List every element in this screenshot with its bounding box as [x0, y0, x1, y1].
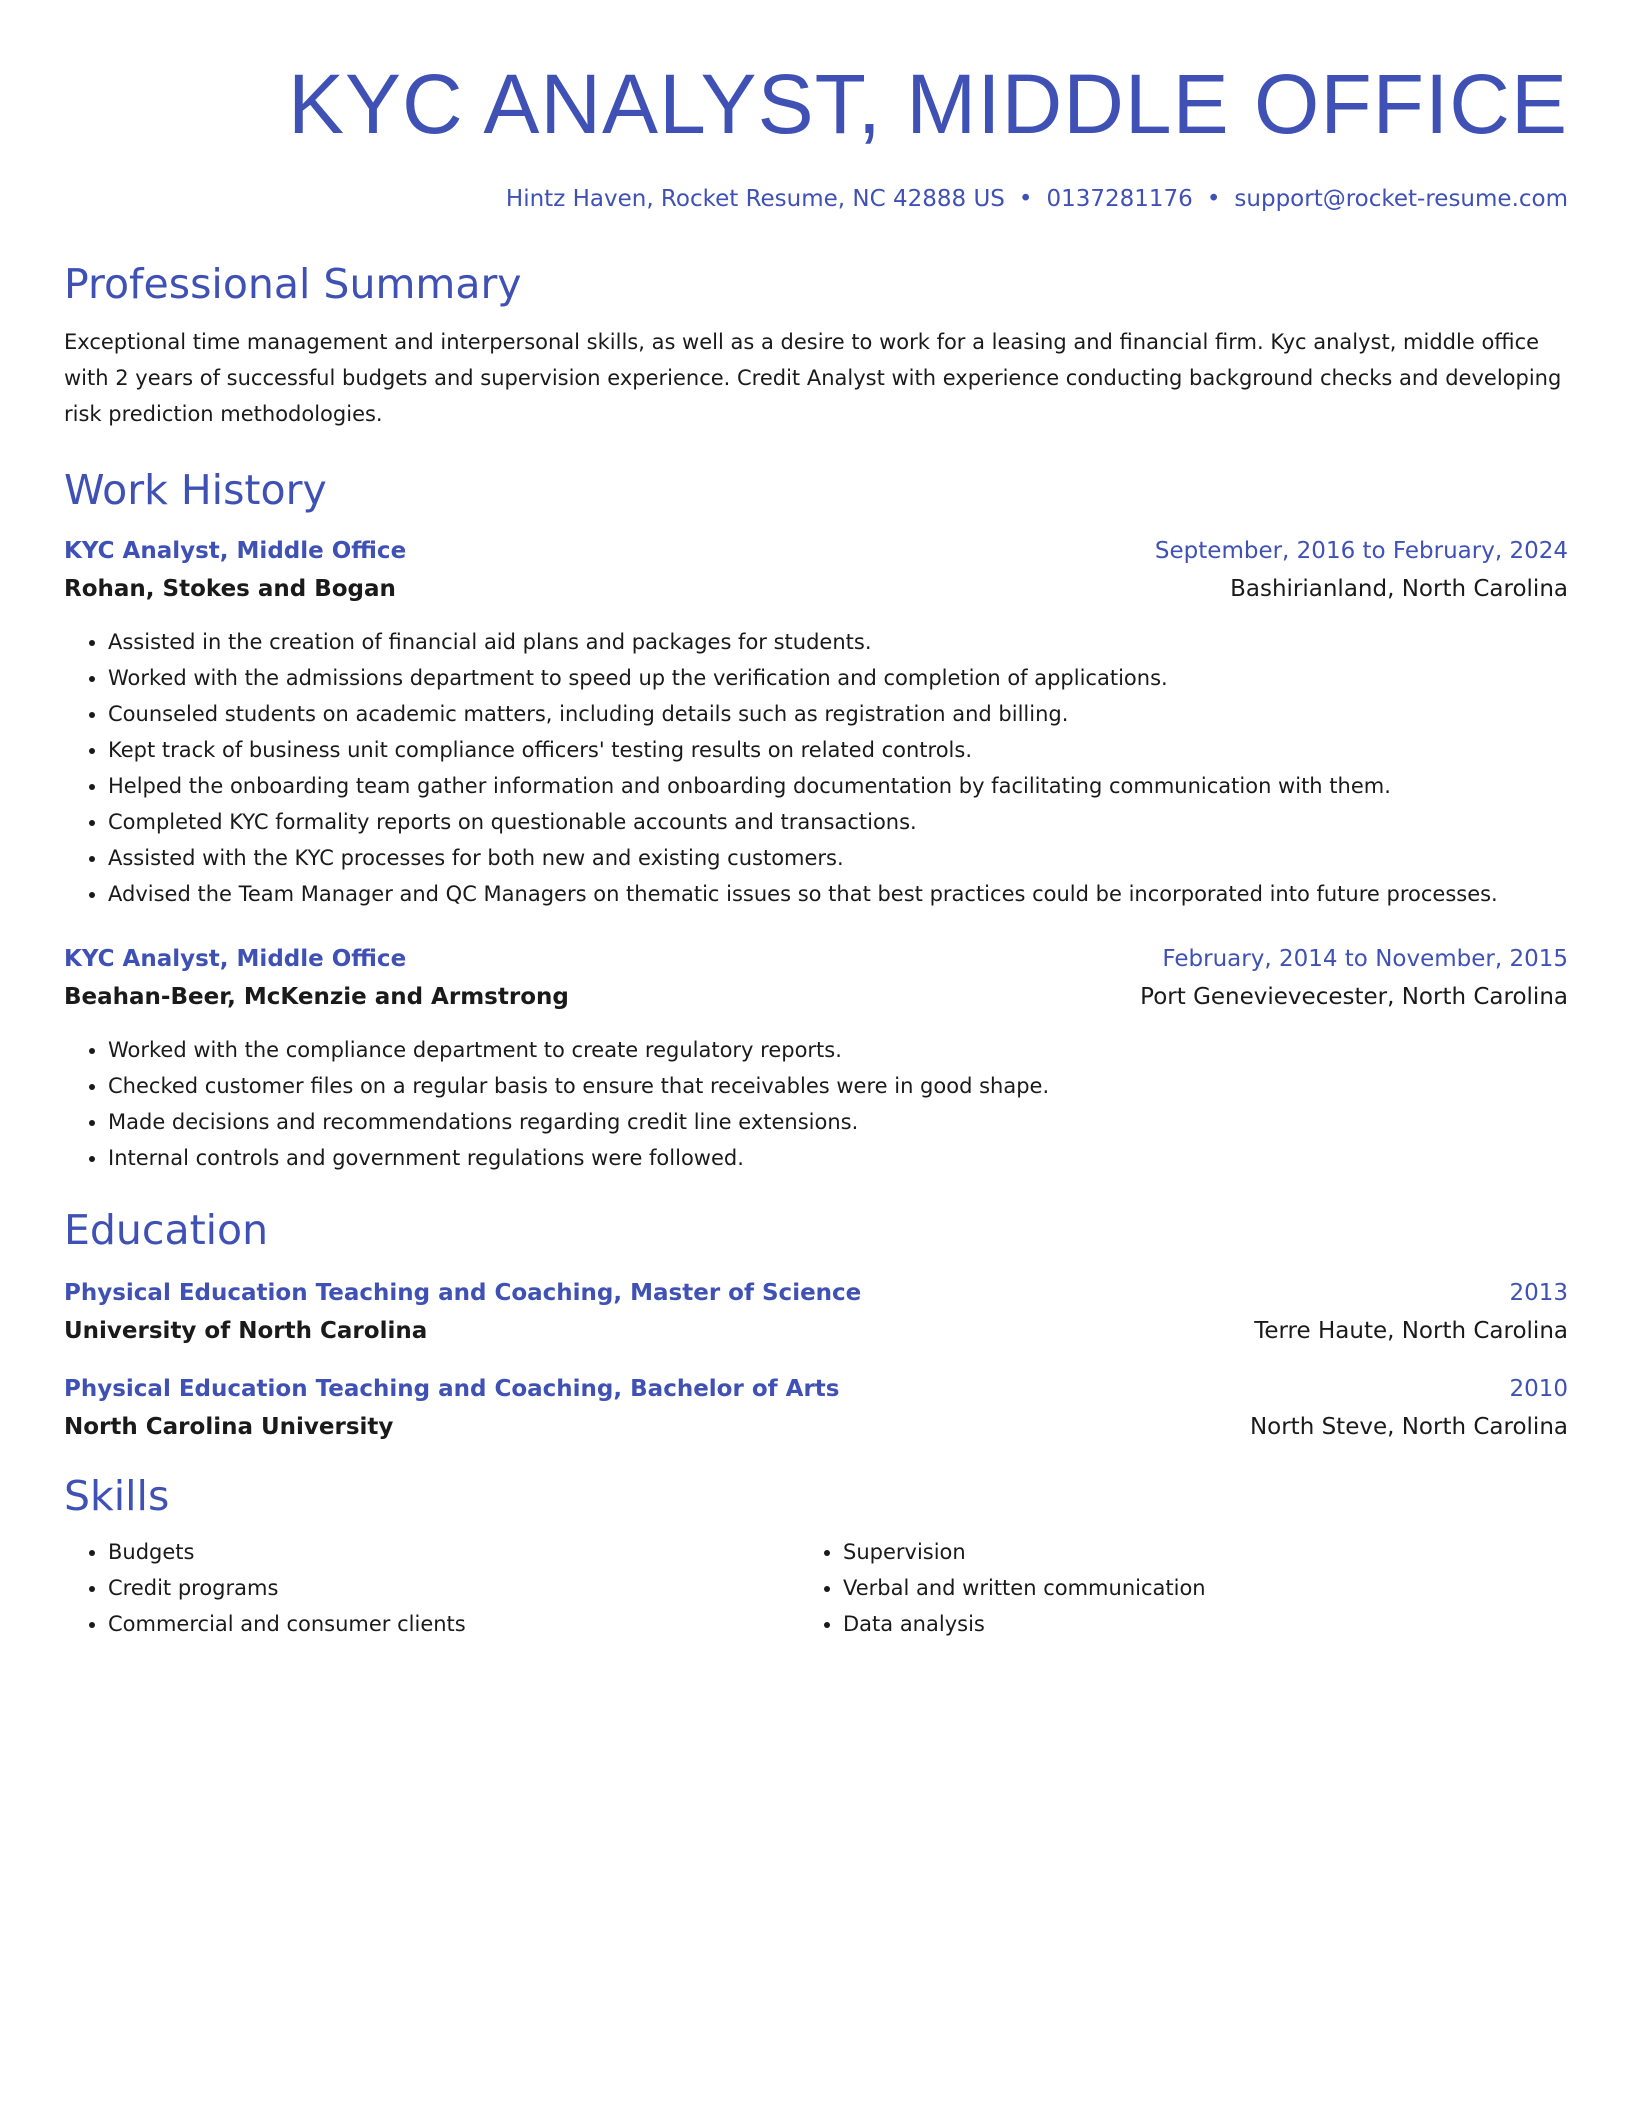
list-item: • Worked with the admissions department to speed up the verification and completion of applications. — [108, 660, 1568, 696]
skill-item: • Data analysis — [843, 1606, 1534, 1642]
summary-text: Exceptional time management and interpersonal skills, as well as a desire to work for a leasing and financial firm. Kyc analyst, middle office with 2 years of successful budgets and supervision experience. Credit Analyst with experience conducting background checks and developing risk prediction methodologies. — [64, 330, 1562, 426]
list-item: • Worked with the compliance department to create regulatory reports. — [108, 1032, 1568, 1068]
list-item: • Assisted with the KYC processes for both new and existing customers. — [108, 840, 1568, 876]
contact-phone: 0137281176 — [1046, 186, 1193, 212]
section-title-skills: Skills — [64, 1472, 170, 1520]
skill-item: • Supervision — [843, 1534, 1534, 1570]
job-dates: September, 2016 to February, 2024 — [1154, 538, 1568, 564]
list-item: • Assisted in the creation of financial aid plans and packages for students. — [108, 624, 1568, 660]
job-location: Bashirianland, North Carolina — [1230, 576, 1568, 602]
job-employer: Rohan, Stokes and Bogan — [64, 576, 396, 602]
list-item: • Made decisions and recommendations regarding credit line extensions. — [108, 1104, 1568, 1140]
job-entry — [64, 536, 1568, 912]
education-year: 2013 — [1509, 1280, 1568, 1306]
skills-grid — [64, 1534, 1568, 1642]
job-title: KYC Analyst, Middle Office — [64, 946, 407, 972]
candidate-name: KYC ANALYST, MIDDLE OFFICE — [287, 57, 1568, 151]
section-title-education: Education — [64, 1206, 269, 1254]
education-location: North Steve, North Carolina — [1249, 1414, 1568, 1440]
contact-email: support@rocket-resume.com — [1234, 186, 1568, 212]
job-location: Port Genevievecester, North Carolina — [1140, 984, 1568, 1010]
list-item: • Counseled students on academic matters, including details such as registration and billing. — [108, 696, 1568, 732]
list-item: • Kept track of business unit compliance officers' testing results on related controls. — [108, 732, 1568, 768]
skill-item: • Verbal and written communication — [843, 1570, 1534, 1606]
job-bullets — [64, 624, 1568, 912]
education-entry — [64, 1374, 1568, 1442]
education-degree: Physical Education Teaching and Coaching, Bachelor of Arts — [64, 1376, 840, 1402]
skill-item: • Budgets — [108, 1534, 799, 1570]
job-entry — [64, 944, 1568, 1176]
list-item: • Checked customer files on a regular basis to ensure that receivables were in good shape. — [108, 1068, 1568, 1104]
skills-column-left — [64, 1534, 799, 1642]
education-entry — [64, 1278, 1568, 1346]
skill-item: • Credit programs — [108, 1570, 799, 1606]
job-dates: February, 2014 to November, 2015 — [1162, 946, 1568, 972]
education-location: Terre Haute, North Carolina — [1254, 1318, 1568, 1344]
job-title: KYC Analyst, Middle Office — [64, 538, 407, 564]
contact-separator: • — [1206, 186, 1221, 212]
job-bullets — [64, 1032, 1568, 1176]
education-section — [64, 1206, 1568, 1442]
section-title-summary: Professional Summary — [64, 260, 522, 308]
contact-separator: • — [1018, 186, 1033, 212]
work-history-section — [64, 466, 1568, 1176]
contact-address: Hintz Haven, Rocket Resume, NC 42888 US — [505, 186, 1005, 212]
list-item: • Advised the Team Manager and QC Managers on thematic issues so that best practices could be incorporated into future processes. — [108, 876, 1568, 912]
job-employer: Beahan-Beer, McKenzie and Armstrong — [64, 984, 569, 1010]
list-item: • Internal controls and government regulations were followed. — [108, 1140, 1568, 1176]
skills-column-right — [799, 1534, 1534, 1642]
list-item: • Helped the onboarding team gather information and onboarding documentation by facilitating communication with them. — [108, 768, 1568, 804]
skills-section — [64, 1472, 1568, 1642]
contact-line — [64, 184, 1568, 214]
summary-section — [64, 260, 1568, 432]
resume-header — [64, 56, 1568, 214]
section-title-work-history: Work History — [64, 466, 327, 514]
education-year: 2010 — [1509, 1376, 1568, 1402]
list-item: • Completed KYC formality reports on questionable accounts and transactions. — [108, 804, 1568, 840]
education-degree: Physical Education Teaching and Coaching, Master of Science — [64, 1280, 862, 1306]
skill-item: • Commercial and consumer clients — [108, 1606, 799, 1642]
education-school: North Carolina University — [64, 1414, 394, 1440]
education-school: University of North Carolina — [64, 1318, 428, 1344]
